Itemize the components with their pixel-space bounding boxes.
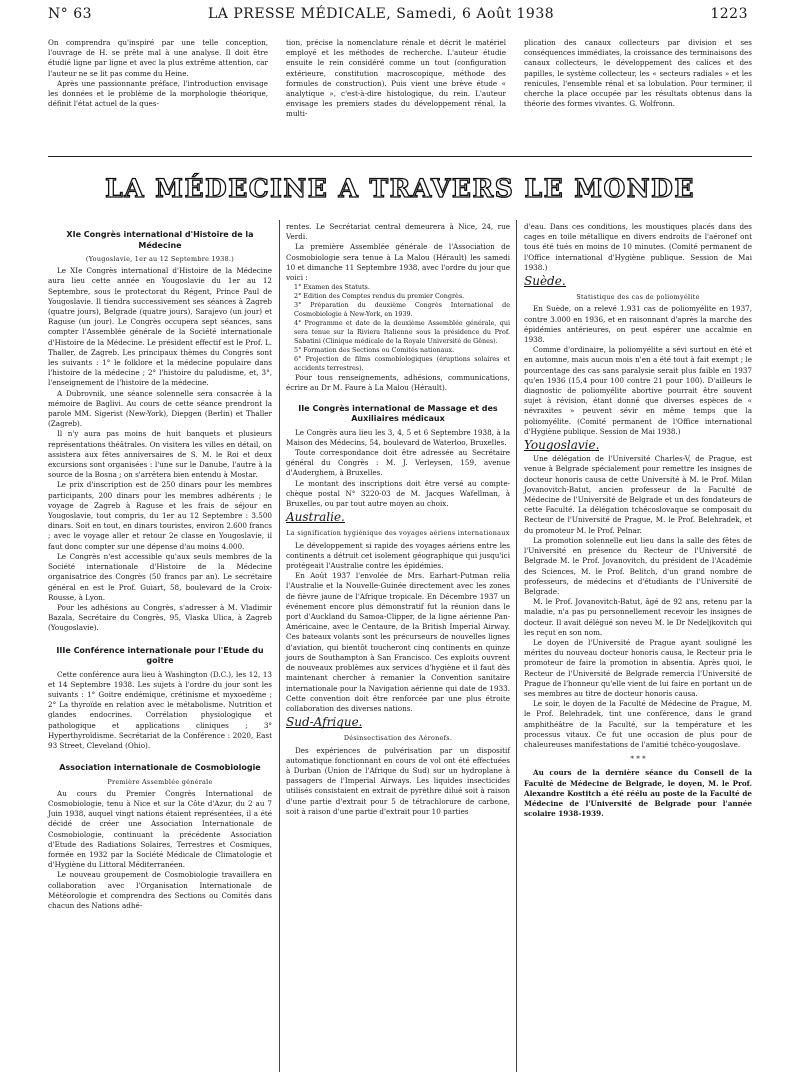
paragraph: rentes. Le Secrétariat central demeurera à Nice, 24, rue Verdi. — [286, 222, 510, 242]
main-column-1 — [48, 226, 272, 911]
paragraph: En Suède, on a relevé 1.931 cas de poliomyélite en 1937, contre 3.000 en 1936, et en raisonnant d'après la marche des épidémies antérieures, on peut espérer une accalmie en 1938. — [524, 304, 752, 345]
paragraph: Toute correspondance doit être adressée au Secrétaire général du Congrès : M. J. Verleysen, 159, avenue d'Auderghem, à Bruxelles. — [286, 448, 510, 478]
subheading: Désinsectisation des Aéronefs. — [343, 734, 453, 743]
agenda-item: 5° Formation des Sections ou Comités nationaux. — [294, 346, 455, 355]
column-divider — [279, 220, 280, 1072]
agenda-item: 2° Edition des Comptes rendus du premier Congrès. — [294, 292, 465, 301]
page-number: 1223 — [710, 6, 748, 22]
paragraph: Le prix d'inscription est de 250 dinars pour les membres participants, 200 dinars pour les membres adhérents ; le voyage de Zagreb à Raguse et les frais de séjour en Yougoslavie, tout compris, du 1er au 12 Septembre : 3.500 dinars. Soit en tout, en dinars touristes, environ 2.600 francs ; avec le voyage aller et retour 2e classe en Yougoslavie, il faut donc compter sur une dépense d'au moins 4.000. — [48, 480, 272, 551]
subheading: (Yougoslavie, 1er au 12 Septembre 1938.) — [85, 255, 235, 263]
heading-history-congress: XIe Congrès international d'Histoire de la Médecine — [66, 230, 254, 250]
subheading: Première Assemblée générale — [107, 777, 213, 786]
paragraph: Cette conférence aura lieu à Washington (D.C.), les 12, 13 et 14 Septembre 1938. Les sujets à l'ordre du jour sont les suivants : 1° Goitre endémique, crétinisme et myxoedème ; 2° La thyroïde en relation avec le métabolisme. Nutrition et glandes endocrines. Corrélation physiologique et pathologique et applications cliniques ; 3° Hyperthyroïdisme. Secrétariat de la Conférence : 2020, East 93 Street, Cleveland (Ohio). — [48, 669, 272, 750]
paragraph: Le développement si rapide des voyages aériens entre les continents a détruit cet isolement géographique qui jusqu'ici protégeait l'Australie contre les épidémies. — [286, 540, 510, 571]
top-column-2 — [286, 38, 506, 120]
section-divider — [48, 156, 752, 157]
paragraph: Pour les adhésions au Congrès, s'adresser à M. Vladimir Bazala, Secrétaire du Congrès, 95, Vlaska Ulica, à Zagreb (Yougoslavie). — [48, 602, 272, 633]
heading-massage-congress: IIe Congrès international de Massage et des Auxiliaires médicaux — [298, 403, 498, 424]
paragraph: Une délégation de l'Université Charles-V, de Prague, est venue à Belgrade spécialement pour remettre les insignes de docteur honoris causa de cette Université à M. le Prof. Milan Jovanovitch-Batut, ancien professeur de la Faculté de Médecine de l'Université de Belgrade et un des fondateurs de cette Faculté. La délégation tchécoslovaque se composait du Recteur de l'Université de Prague, M. le Prof. Belehradek, et du promoteur M. le Prof. Pelnar. — [524, 454, 752, 535]
country-heading-south-africa: Sud-Afrique. — [286, 715, 363, 730]
paragraph: Le nouveau groupement de Cosmobiologie travaillera en collaboration avec l'Organisation Internationale de Météorologie et comprendra des Sections ou Comités dans chacun des Nations adhé- — [48, 870, 272, 911]
issue-number: N° 63 — [48, 6, 93, 22]
paragraph: A Dubrovnik, une séance solennelle sera consacrée à la mémoire de Baglivi. Au cours de cette séance prendront la parole MM. Sigerist (New-York), Diepgen (Berlin) et Thaller (Zagreb). — [48, 388, 272, 429]
column-divider — [516, 220, 517, 1072]
heading-goitre-conference: IIIe Conférence internationale pour l'Etude du goitre — [56, 645, 264, 666]
section-separator-stars: * * * — [630, 754, 646, 764]
paragraph: Des expériences de pulvérisation par un dispositif automatique fonctionnant en cours de vol ont été effectuées à Durban (Union de l'Afrique du Sud) sur un hydroplane à passagers de l'Imperial Airways. Les liquides insecticides utilisés consistaient en extrait de pyrèthre dilué soit à raison d'une partie d'extrait pour 5 de tétrachlorure de carbone, soit à raison d'une partie d'extrait pour 10 parties — [286, 745, 510, 816]
paragraph: Le montant des inscriptions doit être versé au compte-chèque postal N° 3220-03 de M. Jacques Wafellman, à Bruxelles, ou par tout autre moyen au choix. — [286, 478, 510, 509]
subheading: La signification hygiénique des voyages aériens internationaux — [286, 529, 510, 538]
paragraph: La première Assemblée générale de l'Association de Cosmobiologie sera tenue à La Malou (Hérault) les samedi 10 et dimanche 11 Septembre 1938, avec l'ordre du jour que voici : — [286, 242, 510, 283]
main-column-2 — [286, 222, 510, 817]
paragraph: Au cours du Premier Congrès International de Cosmobiologie, tenu à Nice et sur la Côte d'Azur, du 2 au 7 Juin 1938, auquel vingt nations étaient représentées, il a été décidé de créer une Association Internationale de Cosmobiologie, continuant la précédente Association d'Etude des Radiations Solaires, Terrestres et Cosmiques, formée en 1932 par la Société Médicale de Climatologie et d'Hygiène du Littoral Méditerranéen. — [48, 788, 272, 870]
paragraph: d'eau. Dans ces conditions, les moustiques placés dans des cages en toile métallique en divers endroits de l'aéronef ont tous été tués en moins de 10 minutes. (Comité permanent de l'Office international d'Hygiène publique. Session de Mai 1938.) — [524, 222, 752, 272]
paragraph: Au cours de la dernière séance du Conseil de la Faculté de Médecine de Belgrade, le doyen, M. le Prof. Alexandre Kostitch a été réélu au poste de la Faculté de Médecine de l'Université de Belgrade pour l'année scolaire 1938-1939. — [524, 768, 752, 819]
paragraph: Le Congrès aura lieu les 3, 4, 5 et 6 Septembre 1938, à la Maison des Médecins, 54, boulevard de Waterloo, Bruxelles. — [286, 427, 510, 447]
paragraph: Le soir, le doyen de la Faculté de Médecine de Prague, M. le Prof. Belehradek, tint une conférence, dans le grand amphithéâtre de la Faculté, sur la température et les processus vitaux. Ce fut une occasion de plus pour de chaleureuses manifestations de l'amitié tchéco-yougoslave. — [524, 699, 752, 749]
country-heading-yugoslavia: Yougoslavie. — [524, 438, 600, 453]
agenda-item: 3° Préparation du deuxième Congrès International de Cosmobiologie à New-York, en 1939. — [294, 301, 510, 319]
page-header — [48, 6, 748, 28]
heading-cosmobiology: Association internationale de Cosmobiologie — [59, 763, 261, 773]
paragraph: tion, précise la nomenclature rénale et décrit le matériel employé et les méthodes de recherche. L'auteur étudie ensuite le rein considéré comme un tout (configuration extérieure, constitution macroscopique, méthode des formules de construction). Puis vient une brève étude « analytique », c'est-à-dire histologique, du rein. L'auteur envisage les premiers stades du développement rénal, la multi- — [286, 38, 506, 119]
paragraph: Le XIe Congrès international d'Histoire de la Médecine aura lieu cette année en Yougoslavie du 1er au 12 Septembre, sous le protectorat du Régent, Prince Paul de Yougoslavie. Il tiendra successivement ses séances à Zagreb (quatre jours), Belgrade (quatre jours), Sarajevo (un jour) et Raguse (un jour). Le Congrès occupera sept séances, sans compter l'Assemblée générale de la Société internationale d'Histoire de la Médecine. Le président effectif est le Prof. L. Thaller, de Zagreb. Les principaux thèmes du Congrès sont les suivants : 1° le folklore et la médecine populaire dans l'histoire de la médecine ; 2° l'histoire du paludisme, et, 3°, l'enseignement de l'histoire de la médecine. — [48, 266, 272, 388]
agenda-item: 4° Programme et date de la deuxième Assemblée générale, qui sera tenue sur la Riviera Italienne sous la présidence du Prof. Sabatini (Clinique médicale de la Royale Université de Gênes). — [294, 319, 510, 346]
section-banner: LA MÉDECINE A TRAVERS LE MONDE — [105, 174, 695, 203]
country-heading-sweden: Suède. — [524, 274, 566, 289]
paragraph: Après une passionnante préface, l'introduction envisage les données et le problème de la morphologie théorique, définit l'état actuel de la ques- — [48, 78, 268, 109]
paragraph: M. le Prof. Jovanovitch-Batut, âgé de 92 ans, retenu par la maladie, n'a pas pu personnellement recevoir les insignes de docteur. Il avait délégué son neveu M. le Dr Nedeljkovitch qui les reçut en son nom. — [524, 597, 752, 637]
main-column-3 — [524, 222, 752, 819]
paragraph: Le Congrès n'est accessible qu'aux seuls membres de la Société internationale d'Histoire de la Médecine organisatrice des Congrès (50 francs par an). Le secrétaire général en est le Prof. Guiart, 58, boulevard de la Croix-Rousse, à Lyon. — [48, 551, 272, 602]
paragraph: La promotion solennelle eut lieu dans la salle des fêtes de l'Université en présence du Recteur de l'Université de Belgrade M. le Prof. Jovanovitch, du président de l'Académie des Sciences, M. le Prof. Belitch, d'un grand nombre de professeurs, de médecins et d'étudiants de l'Université de Belgrade. — [524, 535, 752, 596]
paragraph: En Août 1937 l'envolée de Mrs. Earhart-Putman relia l'Australie et la Nouvelle-Guinée directement avec les zones de fièvre jaune de l'Afrique tropicale. En Décembre 1937 un événement encore plus démonstratif fut la réunion dans le port d'Auckland du Samoa-Clipper, de la ligne aérienne Pan-Américaine, avec le Centaure, de la British Imperial Airway. Ces bateaux volants sont les précurseurs de nouvelles lignes d'aviation, qui bientôt toucheront cinq continents en quinze jours de Southampton à San Francisco. Ces exploits ouvrent de nouveaux problèmes aux services d'hygiène et il faut dès maintenant chercher à remanier la Convention sanitaire internationale pour la Navigation aérienne qui date de 1933. Cette convention doit être renforcée par une plus étroite collaboration des diverses nations. — [286, 571, 510, 713]
paragraph: On comprendra qu'inspiré par une telle conception, l'ouvrage de H. se prête mal à une analyse. Il doit être étudié ligne par ligne et avec la plus extrême attention, car l'auteur ne se lit pas comme du Heine. — [48, 38, 268, 78]
top-column-3 — [524, 38, 752, 109]
paragraph: Comme d'ordinaire, la poliomyélite a sévi surtout en été et en automne, mais aucun mois n'en a été tout à fait exempt ; le pourcentage des cas sans paralysie serait plus faible en 1937 qu'en 1936 (15,4 pour 100 contre 21 pour 100). D'ailleurs le diagnostic de poliomyélite abortive pourrait être souvent sujet à révision, étant donné que diverses espèces de « névraxites » peuvent sévir en même temps que la poliomyélite. (Comité permanent de l'Office international d'Hygiène publique. Session de Mai 1938.) — [524, 345, 752, 436]
paragraph: plication des canaux collecteurs par division et ses conséquences immédiates, la croissance des terminaisons des canaux collecteurs, le développement des calices et des papilles, le système collecteur, les « secteurs radiales » et les renicules, l'ensemble rénal et sa lobulation. Pour terminer, il cherche la place occupée par les résultats obtenus dans la théorie des formes vivantes. G. Wolfronn. — [524, 38, 752, 109]
top-column-1 — [48, 38, 268, 109]
subheading: Statistique des cas de poliomyélite — [576, 293, 700, 302]
agenda-item: 1° Examen des Statuts. — [294, 283, 370, 292]
paragraph: Il n'y aura pas moins de huit banquets et plusieurs représentations théâtrales. On visitera les villes en détail, on assistera aux fêtes anniversaires de S. M. le Roi et deux excursions sont organisées : l'une sur le Danube, l'autre à la source de la Bosna ; on s'arrêtera bien entendu à Mostar. — [48, 429, 272, 480]
country-heading-australia: Australie. — [286, 510, 345, 525]
agenda-item: 6° Projection de films cosmobiologiques (éruptions solaires et accidents terrestres). — [294, 355, 510, 373]
paragraph: Le doyen de l'Université de Prague ayant souligné les mérites du nouveau docteur honoris causa, le Recteur pria le promoteur de faire la promotion in absentia. Après quoi, le Recteur de l'Université de Belgrade remercia l'Université de Prague de l'honneur qu'elle vient de lui faire en portant un de ses membres au titre de docteur honoris causa. — [524, 637, 752, 698]
journal-title: LA PRESSE MÉDICALE, Samedi, 6 Août 1938 — [208, 6, 555, 22]
paragraph: Pour tous renseignements, adhésions, communications, écrire au Dr M. Faure à La Malou (Hérault). — [286, 373, 510, 393]
